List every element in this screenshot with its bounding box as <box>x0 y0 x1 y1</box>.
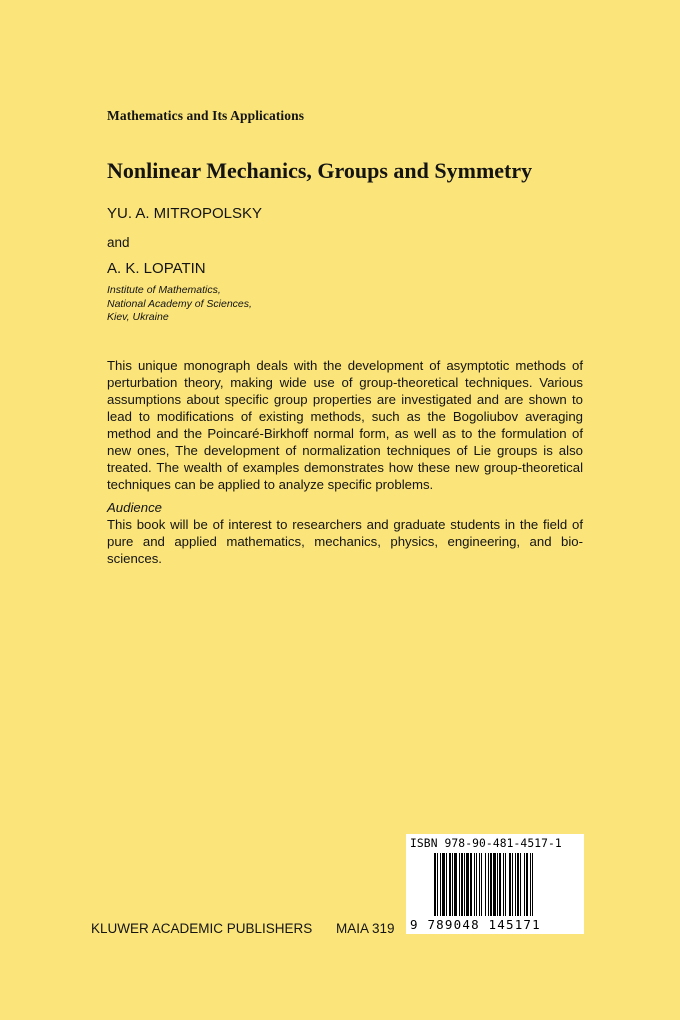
audience-heading: Audience <box>107 500 162 515</box>
author-affiliation <box>107 284 252 325</box>
barcode-icon <box>434 853 578 916</box>
barcode-bar <box>503 853 504 916</box>
barcode-bar <box>446 853 447 916</box>
barcode-bar <box>493 853 496 916</box>
barcode-bar <box>461 853 463 916</box>
barcode-bar <box>515 853 516 916</box>
barcode-bar <box>452 853 453 916</box>
barcode-bar <box>526 853 528 916</box>
barcode-bar <box>449 853 451 916</box>
barcode-bar <box>454 853 457 916</box>
barcode-bar <box>520 853 521 916</box>
barcode-bar <box>512 853 513 916</box>
book-description: This unique monograph deals with the development of asymptotic methods of perturbation theory, making wide use of group-theoretical techniques. Various assumptions about specific group properties are investigated and are shown to lead to modifications of existing methods, such as the Bogoliubov averaging method and the Poincaré-Birkhoff normal form, as well as to the formulation of new ones, The development of normalization techniques of Lie groups is also treated. The wealth of examples demonstrates how these new group-theoretical techniques can be applied to analyze specific problems. <box>107 358 583 492</box>
barcode-bar <box>442 853 445 916</box>
book-title: Nonlinear Mechanics, Groups and Symmetry <box>107 158 533 183</box>
barcode-bar <box>524 853 525 916</box>
audience-text: This book will be of interest to researchers and graduate students in the field of pure and applied mathematics, mechanics, physics, engineering, and bio-sciences. <box>107 517 583 566</box>
barcode-bar <box>434 853 436 916</box>
barcode-bar <box>517 853 519 916</box>
barcode-bar <box>509 853 511 916</box>
barcode-bar <box>437 853 438 916</box>
barcode-bar <box>464 853 465 916</box>
series-name: Mathematics and Its Applications <box>107 108 305 123</box>
author-name-2: A. K. LOPATIN <box>107 260 206 277</box>
author-name-1: YU. A. MITROPOLSKY <box>107 205 263 222</box>
barcode-bar <box>481 853 482 916</box>
barcode-bar <box>505 853 506 916</box>
barcode-bar <box>490 853 492 916</box>
author-conjunction: and <box>107 235 130 250</box>
affiliation-line: Institute of Mathematics, <box>107 284 221 296</box>
barcode-bar <box>476 853 477 916</box>
ean-digits: 9 789048 145171 <box>410 917 541 932</box>
barcode-bar <box>485 853 486 916</box>
barcode-bar <box>499 853 501 916</box>
barcode-bar <box>532 853 533 916</box>
isbn-barcode <box>406 834 584 934</box>
affiliation-line: Kiev, Ukraine <box>107 311 169 323</box>
barcode-bar <box>474 853 475 916</box>
isbn-label: ISBN 978-90-481-4517-1 <box>410 837 562 850</box>
publisher-name: KLUWER ACADEMIC PUBLISHERS <box>91 921 313 936</box>
barcode-bar <box>470 853 472 916</box>
affiliation-line: National Academy of Sciences, <box>107 297 252 310</box>
barcode-bar <box>497 853 498 916</box>
barcode-bar <box>488 853 489 916</box>
barcode-bar <box>440 853 441 916</box>
barcode-bar <box>479 853 480 916</box>
barcode-bar <box>530 853 531 916</box>
barcode-bar <box>459 853 460 916</box>
series-number: MAIA 319 <box>336 921 395 936</box>
barcode-bar <box>466 853 469 916</box>
